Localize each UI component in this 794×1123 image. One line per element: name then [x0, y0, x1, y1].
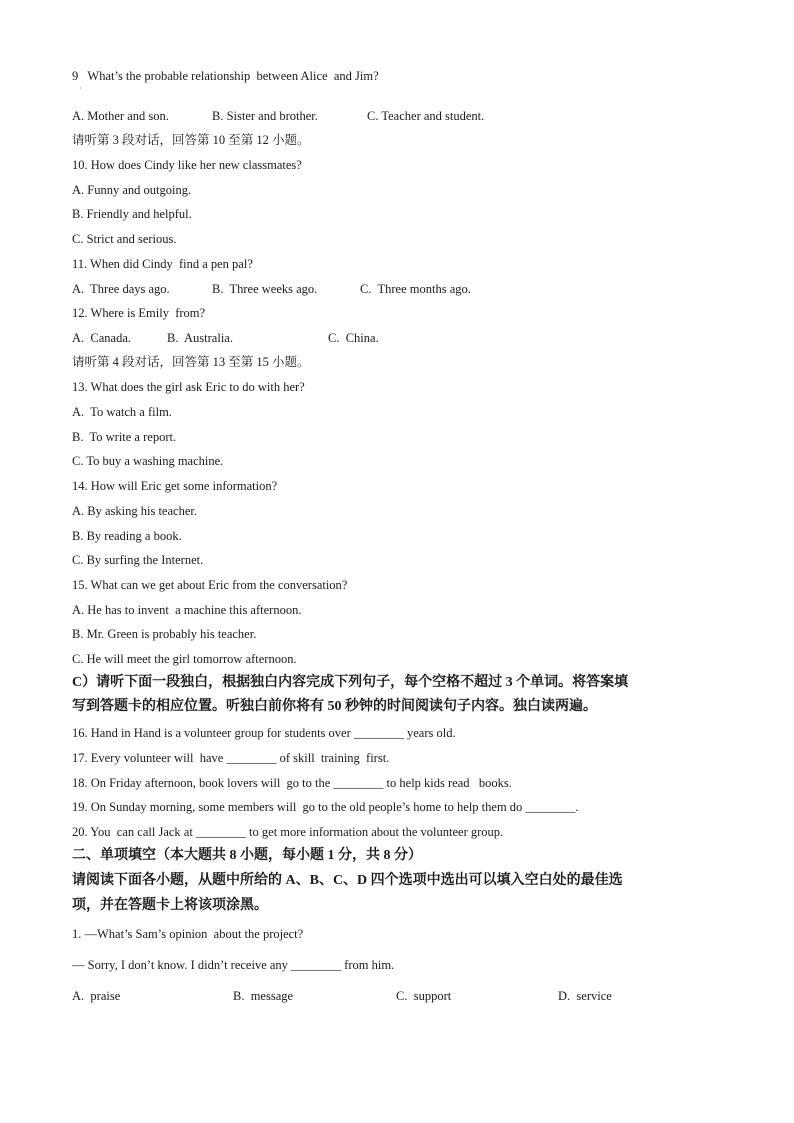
q10-option-b: B. Friendly and helpful. — [72, 207, 192, 221]
q13-option-a: A. To watch a film. — [72, 405, 172, 419]
q15-option-c: C. He will meet the girl tomorrow afternoon. — [72, 652, 297, 666]
dot-mark: · — [79, 84, 82, 93]
question-11: 11. When did Cindy find a pen pal? — [72, 257, 253, 271]
sentence-19: 19. On Sunday morning, some members will go to the old people’s home to help them do ________. — [72, 800, 579, 814]
q9-option-c: C. Teacher and student. — [367, 109, 485, 123]
question-10: 10. How does Cindy like her new classmates? — [72, 158, 302, 172]
section2-instruction-line1: 请阅读下面各小题，从题中所给的 A、B、C、D 四个选项中选出可以填入空白处的最佳选 — [72, 873, 623, 888]
q10-option-c: C. Strict and serious. — [72, 232, 177, 246]
q14-option-c: C. By surfing the Internet. — [72, 553, 204, 567]
q14-option-a: A. By asking his teacher. — [72, 504, 197, 518]
sentence-16: 16. Hand in Hand is a volunteer group for students over ________ years old. — [72, 726, 456, 740]
s2-question-1: 1. —What’s Sam’s opinion about the project? — [72, 927, 304, 941]
sentence-18: 18. On Friday afternoon, book lovers will go to the ________ to help kids read books. — [72, 776, 512, 790]
q9-option-a: A. Mother and son. — [72, 109, 169, 123]
q13-option-c: C. To buy a washing machine. — [72, 454, 224, 468]
section2-heading: 二、单项填空（本大题共 8 小题，每小题 1 分，共 8 分） — [72, 848, 422, 863]
question-15: 15. What can we get about Eric from the conversation? — [72, 578, 348, 592]
s2q1-option-a: A. praise — [72, 989, 121, 1003]
section3-instruction: 请听第 3 段对话，回答第 10 至第 12 小题。 — [72, 133, 310, 147]
section2-instruction-line2: 项，并在答题卡上将该项涂黑。 — [72, 898, 268, 913]
part-c-instruction-line2: 写到答题卡的相应位置。听独白前你将有 50 秒钟的时间阅读句子内容。独白读两遍。 — [72, 699, 597, 714]
s2q1-option-b: B. message — [233, 989, 294, 1003]
question-13: 13. What does the girl ask Eric to do with her? — [72, 380, 305, 394]
q10-option-a: A. Funny and outgoing. — [72, 183, 192, 197]
s2q1-option-c: C. support — [396, 989, 452, 1003]
q13-option-b: B. To write a report. — [72, 430, 177, 444]
q14-option-b: B. By reading a book. — [72, 529, 182, 543]
sentence-17: 17. Every volunteer will have ________ of skill training first. — [72, 751, 390, 765]
part-c-instruction-line1: C）请听下面一段独白，根据独白内容完成下列句子，每个空格不超过 3 个单词。将答案填 — [72, 675, 629, 690]
q12-option-c: C. China. — [328, 331, 379, 345]
question-14: 14. How will Eric get some information? — [72, 479, 278, 493]
q11-option-a: A. Three days ago. — [72, 282, 170, 296]
q15-option-a: A. He has to invent a machine this afternoon. — [72, 603, 302, 617]
question-9: 9 What’s the probable relationship between Alice and Jim? — [72, 69, 379, 83]
q9-option-b: B. Sister and brother. — [212, 109, 318, 123]
q12-option-a: A. Canada. — [72, 331, 132, 345]
q11-option-b: B. Three weeks ago. — [212, 282, 318, 296]
q15-option-b: B. Mr. Green is probably his teacher. — [72, 627, 257, 641]
q12-option-b: B. Australia. — [167, 331, 233, 345]
q11-option-c: C. Three months ago. — [360, 282, 471, 296]
question-12: 12. Where is Emily from? — [72, 306, 206, 320]
sentence-20: 20. You can call Jack at ________ to get more information about the volunteer group. — [72, 825, 504, 839]
section4-instruction: 请听第 4 段对话，回答第 13 至第 15 小题。 — [72, 355, 310, 369]
s2-question-1-reply: — Sorry, I don’t know. I didn’t receive any ________ from him. — [72, 958, 395, 972]
s2q1-option-d: D. service — [558, 989, 612, 1003]
